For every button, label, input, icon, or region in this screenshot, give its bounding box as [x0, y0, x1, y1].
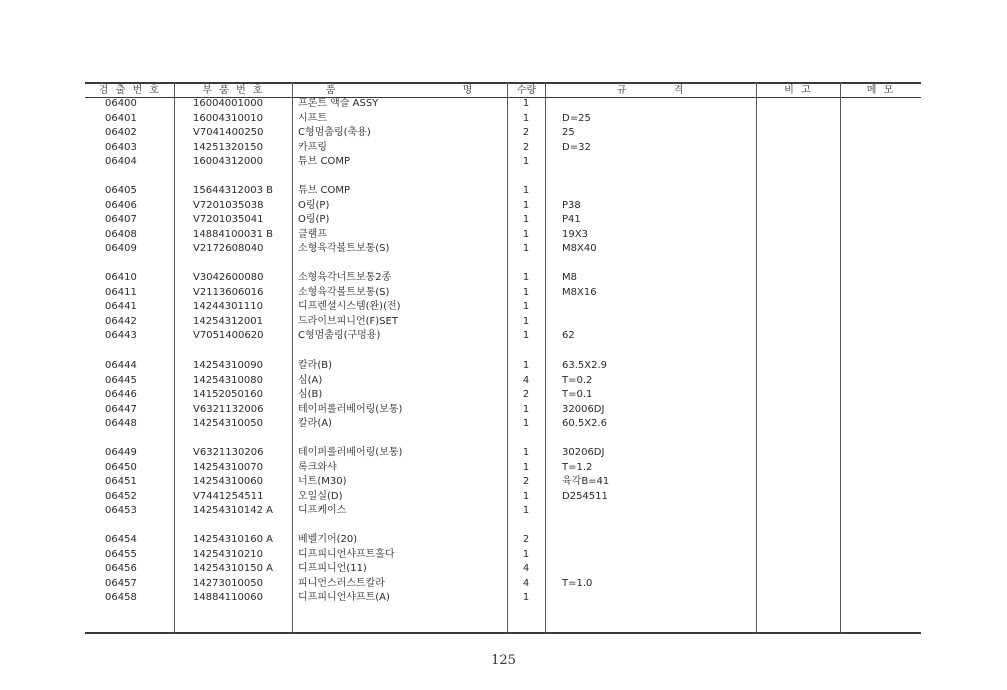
row-part-number: V3042600080 [193, 272, 264, 283]
row-quantity: 1 [522, 360, 530, 371]
row-part-name: 드라이브피니언(F)SET [298, 315, 398, 327]
table-row [0, 213, 1007, 228]
row-part-name: O링(P) [298, 214, 330, 225]
header-remark: 비 고 [784, 85, 813, 96]
table-row [0, 97, 1007, 112]
row-quantity: 1 [522, 98, 530, 109]
row-quantity: 1 [522, 243, 530, 254]
row-part-number: 14254310070 [193, 461, 263, 473]
row-part-number: V2172608040 [193, 243, 264, 254]
row-code: 06409 [105, 243, 137, 254]
row-code: 06405 [105, 185, 137, 196]
row-part-number: V6321132006 [193, 403, 264, 415]
row-part-name: 디프피니언(11) [298, 563, 367, 574]
table-row [0, 461, 1007, 476]
row-code: 06407 [105, 214, 137, 225]
row-code: 06447 [105, 403, 137, 415]
row-quantity: 1 [522, 272, 530, 283]
row-part-name: 프론트 액슬 ASSY [298, 98, 379, 109]
row-spec: P41 [562, 214, 581, 225]
table-row [0, 155, 1007, 170]
row-quantity: 1 [522, 461, 530, 473]
header-part-name: 품 명 [325, 85, 475, 96]
table-bottom-rule [85, 632, 921, 634]
row-quantity: 1 [522, 592, 530, 603]
row-part-number: 14254310050 [193, 418, 263, 429]
row-part-name: 디프렌셜시스템(완)(전) [298, 301, 401, 312]
row-part-number: 16004312000 [193, 156, 263, 167]
table-row [0, 388, 1007, 403]
row-part-number: 14152050160 [193, 389, 263, 400]
row-code: 06449 [105, 447, 137, 458]
row-part-number: 14254312001 [193, 315, 263, 327]
row-part-name: 오일실(D) [298, 490, 343, 502]
row-quantity: 4 [522, 374, 530, 386]
row-quantity: 4 [522, 563, 530, 574]
row-spec: T=1.2 [562, 461, 593, 473]
row-part-number: 14251320150 [193, 141, 263, 153]
table-row [0, 184, 1007, 199]
row-part-number: 14254310142 A [193, 505, 274, 516]
row-code: 06408 [105, 228, 137, 240]
row-part-name: 시프트 [298, 112, 327, 124]
row-quantity: 1 [522, 185, 530, 196]
row-code: 06456 [105, 563, 137, 574]
row-spec: 63.5X2.9 [562, 360, 608, 371]
table-row [0, 374, 1007, 389]
row-code: 06401 [105, 112, 137, 124]
row-quantity: 1 [522, 447, 530, 458]
row-part-name: 디프피니언샤프트(A) [298, 592, 390, 603]
row-part-name: 록크와샤 [298, 461, 337, 473]
row-part-name: 테이퍼롤러베어링(보통) [298, 447, 403, 458]
row-code: 06406 [105, 199, 137, 211]
table-row [0, 329, 1007, 344]
row-spec: 25 [562, 127, 575, 138]
row-spec: M8 [562, 272, 577, 283]
header-part-number: 부 품 번 호 [202, 85, 265, 96]
row-part-name: 칼라(B) [298, 360, 332, 371]
row-part-name: 피니언스러스트칼라 [298, 577, 385, 589]
row-part-number: 14254310150 A [193, 563, 274, 574]
row-quantity: 1 [522, 286, 530, 298]
row-part-number: V7041400250 [193, 127, 264, 138]
row-spec: D=32 [562, 141, 591, 153]
table-row [0, 475, 1007, 490]
table-row [0, 228, 1007, 243]
row-part-name: C형멈춤링(구멍용) [298, 330, 381, 341]
row-spec: 30206DJ [562, 447, 605, 458]
row-code: 06441 [105, 301, 137, 312]
row-part-number: 16004310010 [193, 112, 263, 124]
row-part-number: 14254310090 [193, 360, 263, 371]
table-row [0, 403, 1007, 418]
row-part-name: 튜브 COMP [298, 156, 351, 167]
table-row [0, 533, 1007, 548]
row-spec: 19X3 [562, 228, 588, 240]
row-code: 06452 [105, 490, 137, 502]
row-part-name: 소형육각너트보통2종 [298, 272, 392, 283]
row-code: 06411 [105, 286, 137, 298]
row-code: 06451 [105, 476, 137, 487]
row-quantity: 1 [522, 301, 530, 312]
row-quantity: 1 [522, 214, 530, 225]
row-spec: T=0.2 [562, 374, 593, 386]
row-code: 06400 [105, 98, 137, 109]
row-part-name: 베벨기어(20) [298, 534, 358, 545]
row-spec: 32006DJ [562, 403, 605, 415]
row-spec: P38 [562, 199, 581, 211]
row-part-number: 14254310160 A [193, 534, 274, 545]
table-row [0, 504, 1007, 519]
table-row [0, 577, 1007, 592]
row-spec: 육각B=41 [562, 476, 610, 487]
row-code: 06446 [105, 389, 137, 400]
row-part-number: V7201035038 [193, 199, 264, 211]
row-code: 06450 [105, 461, 137, 473]
row-code: 06458 [105, 592, 137, 603]
row-part-name: 튜브 COMP [298, 185, 351, 196]
header-spec: 규 격 [616, 85, 686, 96]
row-code: 06443 [105, 330, 137, 341]
table-row [0, 242, 1007, 257]
row-quantity: 1 [522, 228, 530, 240]
row-part-name: 카프링 [298, 141, 327, 153]
row-quantity: 1 [522, 156, 530, 167]
row-code: 06403 [105, 141, 137, 153]
row-part-name: 심(A) [298, 374, 323, 386]
row-part-name: 클램프 [298, 228, 327, 240]
row-quantity: 4 [522, 577, 530, 589]
row-spec: T=1.0 [562, 577, 593, 589]
row-code: 06457 [105, 577, 137, 589]
row-quantity: 1 [522, 330, 530, 341]
header-quantity: 수량 [516, 85, 537, 96]
row-part-name: 디프케이스 [298, 505, 347, 516]
table-row [0, 548, 1007, 563]
table-row [0, 271, 1007, 286]
row-code: 06454 [105, 534, 137, 545]
row-spec: 62 [562, 330, 575, 341]
row-quantity: 2 [522, 534, 530, 545]
row-quantity: 2 [522, 127, 530, 138]
row-part-name: 소형육각볼트보통(S) [298, 286, 390, 298]
row-spec: D254511 [562, 490, 608, 502]
table-row [0, 446, 1007, 461]
table-row [0, 199, 1007, 214]
row-spec: T=0.1 [562, 389, 593, 400]
row-part-number: 14884100031 B [193, 228, 274, 240]
row-code: 06448 [105, 418, 137, 429]
table-row [0, 562, 1007, 577]
row-code: 06453 [105, 505, 137, 516]
row-spec: 60.5X2.6 [562, 418, 608, 429]
header-code: 검 출 번 호 [98, 85, 162, 96]
row-part-name: O링(P) [298, 199, 330, 211]
row-spec: M8X16 [562, 286, 597, 298]
row-part-name: 심(B) [298, 389, 323, 400]
row-quantity: 1 [522, 418, 530, 429]
row-quantity: 2 [522, 141, 530, 153]
row-part-name: 칼라(A) [298, 418, 332, 429]
table-row [0, 315, 1007, 330]
row-part-number: 14884110060 [193, 592, 263, 603]
row-quantity: 1 [522, 199, 530, 211]
row-quantity: 1 [522, 403, 530, 415]
row-part-number: 15644312003 B [193, 185, 274, 196]
row-part-name: 소형육각볼트보통(S) [298, 243, 390, 254]
table-row [0, 359, 1007, 374]
table-row [0, 126, 1007, 141]
table-row [0, 591, 1007, 606]
row-part-name: 너트(M30) [298, 476, 347, 487]
row-code: 06445 [105, 374, 137, 386]
row-part-number: 16004001000 [193, 98, 263, 109]
row-spec: M8X40 [562, 243, 597, 254]
row-part-number: 14254310060 [193, 476, 263, 487]
row-code: 06410 [105, 272, 137, 283]
row-part-number: V2113606016 [193, 286, 264, 298]
row-spec: D=25 [562, 112, 591, 124]
table-row [0, 286, 1007, 301]
row-code: 06402 [105, 127, 137, 138]
row-part-number: V7051400620 [193, 330, 264, 341]
table-row [0, 141, 1007, 156]
row-quantity: 1 [522, 315, 530, 327]
row-code: 06404 [105, 156, 137, 167]
row-quantity: 1 [522, 505, 530, 516]
row-part-number: 14244301110 [193, 301, 263, 312]
row-code: 06444 [105, 360, 137, 371]
table-row [0, 112, 1007, 127]
row-part-name: 디프피니언샤프트홀다 [298, 548, 395, 560]
page-number: 125 [491, 653, 516, 668]
row-quantity: 2 [522, 389, 530, 400]
table-row [0, 300, 1007, 315]
table-row [0, 490, 1007, 505]
row-code: 06442 [105, 315, 137, 327]
row-part-number: V7201035041 [193, 214, 264, 225]
row-quantity: 1 [522, 112, 530, 124]
header-memo: 메 모 [866, 85, 896, 96]
row-quantity: 2 [522, 476, 530, 487]
table-row [0, 417, 1007, 432]
row-part-number: V7441254511 [193, 490, 264, 502]
row-part-number: 14273010050 [193, 577, 263, 589]
row-quantity: 1 [522, 548, 530, 560]
row-part-name: C형멈춤링(축용) [298, 127, 371, 138]
row-part-number: 14254310080 [193, 374, 263, 386]
row-part-name: 테이퍼롤러베어링(보통) [298, 403, 403, 415]
row-part-number: 14254310210 [193, 548, 263, 560]
row-quantity: 1 [522, 490, 530, 502]
row-part-number: V6321130206 [193, 447, 264, 458]
row-code: 06455 [105, 548, 137, 560]
